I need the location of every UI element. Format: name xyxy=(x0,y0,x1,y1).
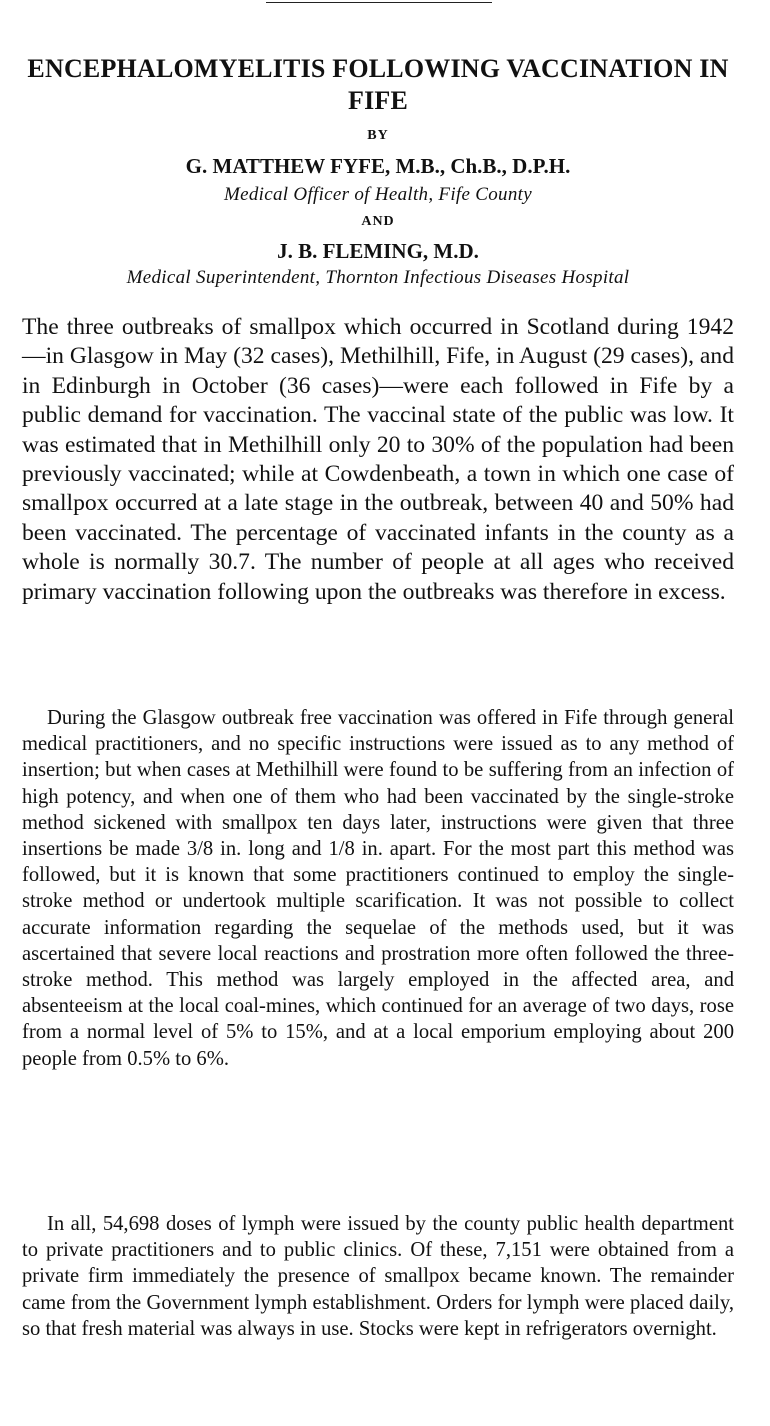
byline-and: AND xyxy=(361,214,395,229)
author-1-name: G. MATTHEW FYFE, M.B., Ch.B., D.P.H. xyxy=(185,154,571,178)
journal-page xyxy=(22,0,734,1426)
header-rule xyxy=(266,2,492,3)
article-title: ENCEPHALOMYELITIS FOLLOWING VACCINATION IN FIFE xyxy=(27,54,729,115)
paragraph-2: During the Glasgow outbreak free vaccination was offered in Fife through general medical practitioners, and no specific instructions were issued as to any method of insertion; but when cases at Methilhill were found to be suffering from an infection of high potency, and when one of them who had been vaccinated by the single-stroke method sickened with smallpox ten days later, instructions were given that three insertions be made 3/8 in. long and 1/8 in. apart. For the most part this method was followed, but it is known that some practitioners continued to employ the single-stroke method or undertook multiple scarification. It was not possible to collect accurate information regarding the sequelae of the methods used, but it was ascertained that severe local reactions and prostration more often followed the three-stroke method. This method was largely employed in the affected area, and absenteeism at the local coal-mines, which continued for an average of two days, rose from a normal level of 5% to 15%, and at a local emporium employing about 200 people from 0.5% to 6%. xyxy=(22,707,734,1070)
paragraph-1: The three outbreaks of smallpox which occurred in Scotland during 1942—in Glasgow in May (32 cases), Methilhill, Fife, in August (29 cases), and in Edinburgh in October (36 cases)—were each followed in Fife by a public demand for vaccination. The vaccinal state of the public was low. It was estimated that in Methilhill only 20 to 30% of the population had been previously vaccinated; while at Cowdenbeath, a town in which one case of smallpox occurred at a late stage in the outbreak, between 40 and 50% had been vaccinated. The percentage of vaccinated infants in the county as a whole is normally 30.7. The number of people at all ages who received primary vaccination following upon the outbreaks was therefore in excess. xyxy=(22,314,734,605)
paragraph-3: In all, 54,698 doses of lymph were issued by the county public health department to private practitioners and to public clinics. Of these, 7,151 were obtained from a private firm immediately the presence of smallpox became known. The remainder came from the Government lymph establishment. Orders for lymph were placed daily, so that fresh material was always in use. Stocks were kept in refrigerators overnight. xyxy=(22,1213,734,1340)
author-2-affiliation: Medical Superintendent, Thornton Infectious Diseases Hospital xyxy=(126,267,630,288)
author-1-affiliation: Medical Officer of Health, Fife County xyxy=(224,184,532,205)
author-2-name: J. B. FLEMING, M.D. xyxy=(277,239,479,263)
byline-by: BY xyxy=(367,128,389,143)
